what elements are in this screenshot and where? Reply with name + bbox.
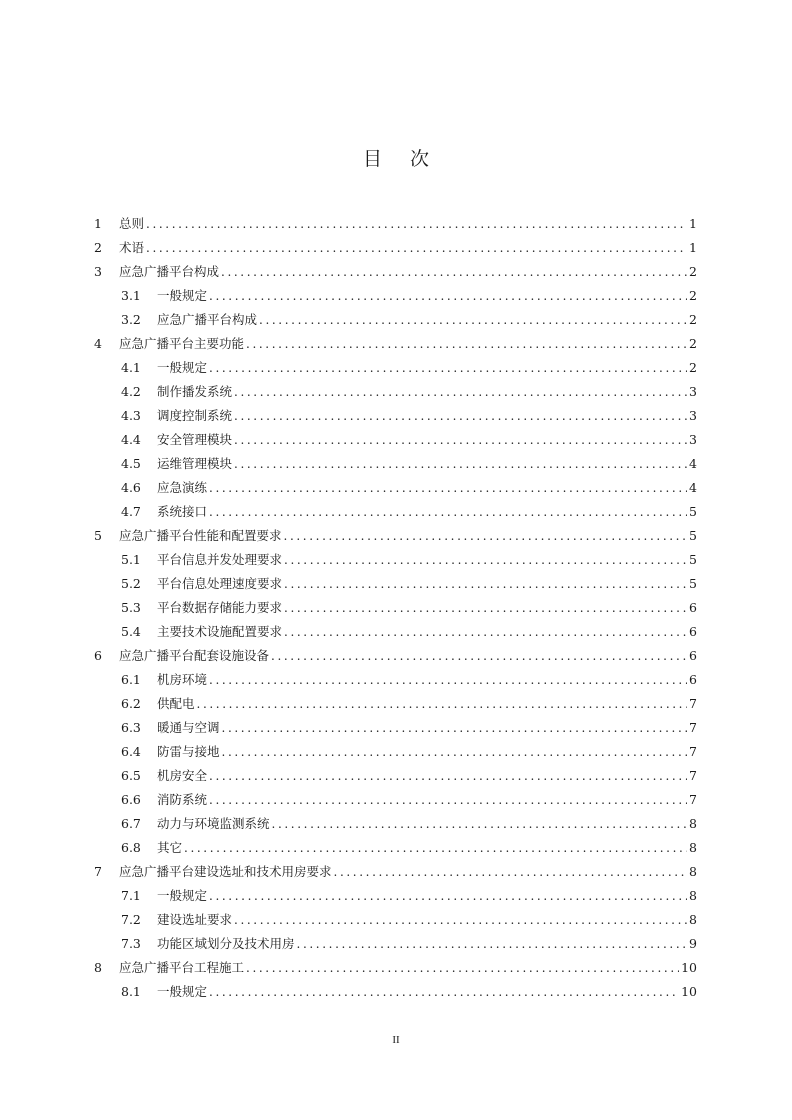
toc-entry-label: 安全管理模块	[157, 432, 233, 447]
toc-entry-label: 应急广播平台建设选址和技术用房要求	[119, 864, 332, 879]
toc-entry-number: 5.4	[121, 624, 141, 639]
toc-dot-leader	[234, 428, 687, 452]
toc-entry-page: 7	[689, 768, 697, 783]
toc-entry-number: 7.1	[121, 888, 141, 903]
toc-entry-number: 2	[94, 240, 102, 255]
toc-dot-leader	[209, 764, 687, 788]
toc-entry-label: 暖通与空调	[157, 720, 220, 735]
toc-entry-label: 运维管理模块	[157, 456, 233, 471]
toc-entry-number: 6	[94, 648, 102, 663]
toc-entry-label: 应急广播平台性能和配置要求	[119, 528, 282, 543]
toc-entry-page: 6	[689, 624, 697, 639]
toc-entry-number: 1	[94, 216, 102, 231]
toc-entry-label: 其它	[157, 840, 183, 855]
toc-entry-label: 机房安全	[157, 768, 208, 783]
toc-dot-leader	[209, 668, 687, 692]
toc-dot-leader	[234, 380, 687, 404]
toc-entry-label: 系统接口	[157, 504, 208, 519]
toc-entry-number: 8	[94, 960, 102, 975]
toc-entry[interactable]	[94, 620, 697, 644]
toc-entry-page: 8	[689, 888, 697, 903]
toc-dot-leader	[284, 620, 687, 644]
toc-entry[interactable]	[94, 860, 697, 884]
toc-entry-number: 5.3	[121, 600, 141, 615]
toc-entry[interactable]	[94, 260, 697, 284]
toc-entry[interactable]	[94, 908, 697, 932]
toc-entry[interactable]	[94, 236, 697, 260]
page-title	[0, 144, 792, 171]
toc-entry-page: 5	[689, 528, 697, 543]
toc-entry-number: 6.8	[121, 840, 141, 855]
toc-dot-leader	[246, 332, 687, 356]
toc-entry-number: 6.1	[121, 672, 141, 687]
toc-dot-leader	[209, 356, 687, 380]
toc-entry-page: 1	[689, 216, 697, 231]
toc-entry-page: 9	[689, 936, 697, 951]
toc-entry-label: 消防系统	[157, 792, 208, 807]
toc-entry-label: 总则	[119, 216, 145, 231]
toc-dot-leader	[234, 404, 687, 428]
toc-entry[interactable]	[94, 812, 697, 836]
toc-entry[interactable]	[94, 308, 697, 332]
toc-entry-number: 6.5	[121, 768, 141, 783]
toc-entry-label: 应急广播平台配套设施设备	[119, 648, 270, 663]
toc-entry[interactable]	[94, 548, 697, 572]
toc-dot-leader	[222, 716, 687, 740]
toc-dot-leader	[259, 308, 687, 332]
toc-entry[interactable]	[94, 524, 697, 548]
toc-entry[interactable]	[94, 884, 697, 908]
toc-entry[interactable]	[94, 596, 697, 620]
toc-entry-label: 机房环境	[157, 672, 208, 687]
toc-entry-label: 防雷与接地	[157, 744, 220, 759]
toc-dot-leader	[209, 476, 687, 500]
toc-entry-label: 一般规定	[157, 360, 208, 375]
toc-entry-page: 8	[689, 912, 697, 927]
toc-entry-number: 4.7	[121, 504, 141, 519]
toc-dot-leader	[272, 812, 687, 836]
toc-entry[interactable]	[94, 404, 697, 428]
toc-entry-page: 6	[689, 600, 697, 615]
toc-entry-page: 7	[689, 720, 697, 735]
toc-entry-page: 10	[681, 984, 697, 999]
toc-entry-label: 应急广播平台构成	[157, 312, 258, 327]
toc-entry-label: 应急广播平台工程施工	[119, 960, 245, 975]
toc-entry[interactable]	[94, 716, 697, 740]
toc-entry-label: 制作播发系统	[157, 384, 233, 399]
toc-entry-label: 应急广播平台主要功能	[119, 336, 245, 351]
toc-entry[interactable]	[94, 956, 697, 980]
toc-entry-label: 功能区域划分及技术用房	[157, 936, 295, 951]
toc-entry-page: 2	[689, 336, 697, 351]
toc-entry-number: 7.2	[121, 912, 141, 927]
toc-entry-page: 7	[689, 696, 697, 711]
toc-entry-page: 8	[689, 840, 697, 855]
toc-entry-page: 8	[689, 816, 697, 831]
toc-entry-page: 4	[689, 480, 697, 495]
toc-entry[interactable]	[94, 644, 697, 668]
toc-dot-leader	[246, 956, 679, 980]
toc-dot-leader	[284, 524, 687, 548]
toc-entry-number: 7	[94, 864, 102, 879]
toc-entry-label: 一般规定	[157, 888, 208, 903]
toc-entry[interactable]	[94, 572, 697, 596]
toc-dot-leader	[234, 452, 687, 476]
toc-entry-number: 5.2	[121, 576, 141, 591]
toc-entry-page: 3	[689, 384, 697, 399]
toc-dot-leader	[284, 572, 687, 596]
toc-dot-leader	[209, 500, 687, 524]
toc-entry[interactable]	[94, 332, 697, 356]
toc-entry-page: 5	[689, 552, 697, 567]
toc-entry-number: 8.1	[121, 984, 141, 999]
toc-entry[interactable]	[94, 668, 697, 692]
toc-dot-leader	[197, 692, 687, 716]
toc-entry-number: 3.1	[121, 288, 141, 303]
toc-dot-leader	[334, 860, 687, 884]
toc-entry-number: 6.2	[121, 696, 141, 711]
toc-entry-number: 3	[94, 264, 102, 279]
toc-entry-page: 3	[689, 408, 697, 423]
toc-entry-page: 1	[689, 240, 697, 255]
toc-dot-leader	[222, 740, 687, 764]
title-char-2: 次	[410, 148, 430, 170]
toc-entry-page: 5	[689, 504, 697, 519]
toc-dot-leader	[209, 788, 687, 812]
toc-entry-label: 平台数据存储能力要求	[157, 600, 283, 615]
toc-entry-label: 主要技术设施配置要求	[157, 624, 283, 639]
toc-dot-leader	[184, 836, 687, 860]
toc-entry-number: 7.3	[121, 936, 141, 951]
toc-entry-number: 4.3	[121, 408, 141, 423]
toc-entry[interactable]	[94, 500, 697, 524]
toc-dot-leader	[146, 212, 687, 236]
toc-dot-leader	[209, 284, 687, 308]
toc-entry[interactable]	[94, 476, 697, 500]
toc-entry-label: 应急演练	[157, 480, 208, 495]
toc-dot-leader	[221, 260, 687, 284]
toc-dot-leader	[234, 908, 687, 932]
toc-entry-number: 5.1	[121, 552, 141, 567]
toc-entry-number: 6.3	[121, 720, 141, 735]
toc-entry-label: 调度控制系统	[157, 408, 233, 423]
toc-entry-number: 5	[94, 528, 102, 543]
toc-entry-number: 4.1	[121, 360, 141, 375]
toc-dot-leader	[209, 884, 687, 908]
toc-entry[interactable]	[94, 764, 697, 788]
toc-entry-number: 4.6	[121, 480, 141, 495]
toc-entry-page: 3	[689, 432, 697, 447]
toc-entry-label: 平台信息处理速度要求	[157, 576, 283, 591]
title-char-1: 目	[362, 148, 382, 170]
toc-entry[interactable]	[94, 452, 697, 476]
toc-entry[interactable]	[94, 692, 697, 716]
toc-entry[interactable]	[94, 356, 697, 380]
toc-entry[interactable]	[94, 980, 697, 1004]
toc-entry-page: 2	[689, 360, 697, 375]
toc-entry-page: 2	[689, 312, 697, 327]
toc-entry-label: 一般规定	[157, 288, 208, 303]
toc-entry-label: 一般规定	[157, 984, 208, 999]
toc-entry[interactable]	[94, 380, 697, 404]
toc-entry-number: 4.5	[121, 456, 141, 471]
toc-entry-label: 供配电	[157, 696, 195, 711]
page-number-footer: II	[392, 1034, 400, 1046]
toc-entry-number: 4.2	[121, 384, 141, 399]
toc-dot-leader	[297, 932, 687, 956]
toc-entry-number: 6.4	[121, 744, 141, 759]
toc-entry[interactable]	[94, 788, 697, 812]
toc-entry-number: 3.2	[121, 312, 141, 327]
toc-dot-leader	[146, 236, 687, 260]
toc-entry-label: 术语	[119, 240, 145, 255]
toc-dot-leader	[271, 644, 687, 668]
toc-dot-leader	[284, 548, 687, 572]
toc-entry-number: 4.4	[121, 432, 141, 447]
toc-entry-page: 6	[689, 672, 697, 687]
toc-entry-page: 6	[689, 648, 697, 663]
toc-entry[interactable]	[94, 932, 697, 956]
toc-entry[interactable]	[94, 284, 697, 308]
toc-dot-leader	[209, 980, 679, 1004]
toc-entry[interactable]	[94, 740, 697, 764]
table-of-contents	[94, 212, 697, 1004]
toc-dot-leader	[284, 596, 687, 620]
toc-entry-page: 2	[689, 264, 697, 279]
toc-entry-page: 5	[689, 576, 697, 591]
toc-entry-page: 4	[689, 456, 697, 471]
toc-entry[interactable]	[94, 836, 697, 860]
toc-entry-number: 6.6	[121, 792, 141, 807]
toc-entry-label: 建设选址要求	[157, 912, 233, 927]
toc-entry-label: 动力与环境监测系统	[157, 816, 270, 831]
toc-entry-page: 7	[689, 792, 697, 807]
toc-entry-page: 2	[689, 288, 697, 303]
toc-entry-label: 平台信息并发处理要求	[157, 552, 283, 567]
toc-entry-page: 7	[689, 744, 697, 759]
toc-entry-number: 6.7	[121, 816, 141, 831]
toc-entry-page: 8	[689, 864, 697, 879]
toc-entry-label: 应急广播平台构成	[119, 264, 220, 279]
toc-entry[interactable]	[94, 212, 697, 236]
toc-entry-page: 10	[681, 960, 697, 975]
toc-entry-number: 4	[94, 336, 102, 351]
toc-entry[interactable]	[94, 428, 697, 452]
